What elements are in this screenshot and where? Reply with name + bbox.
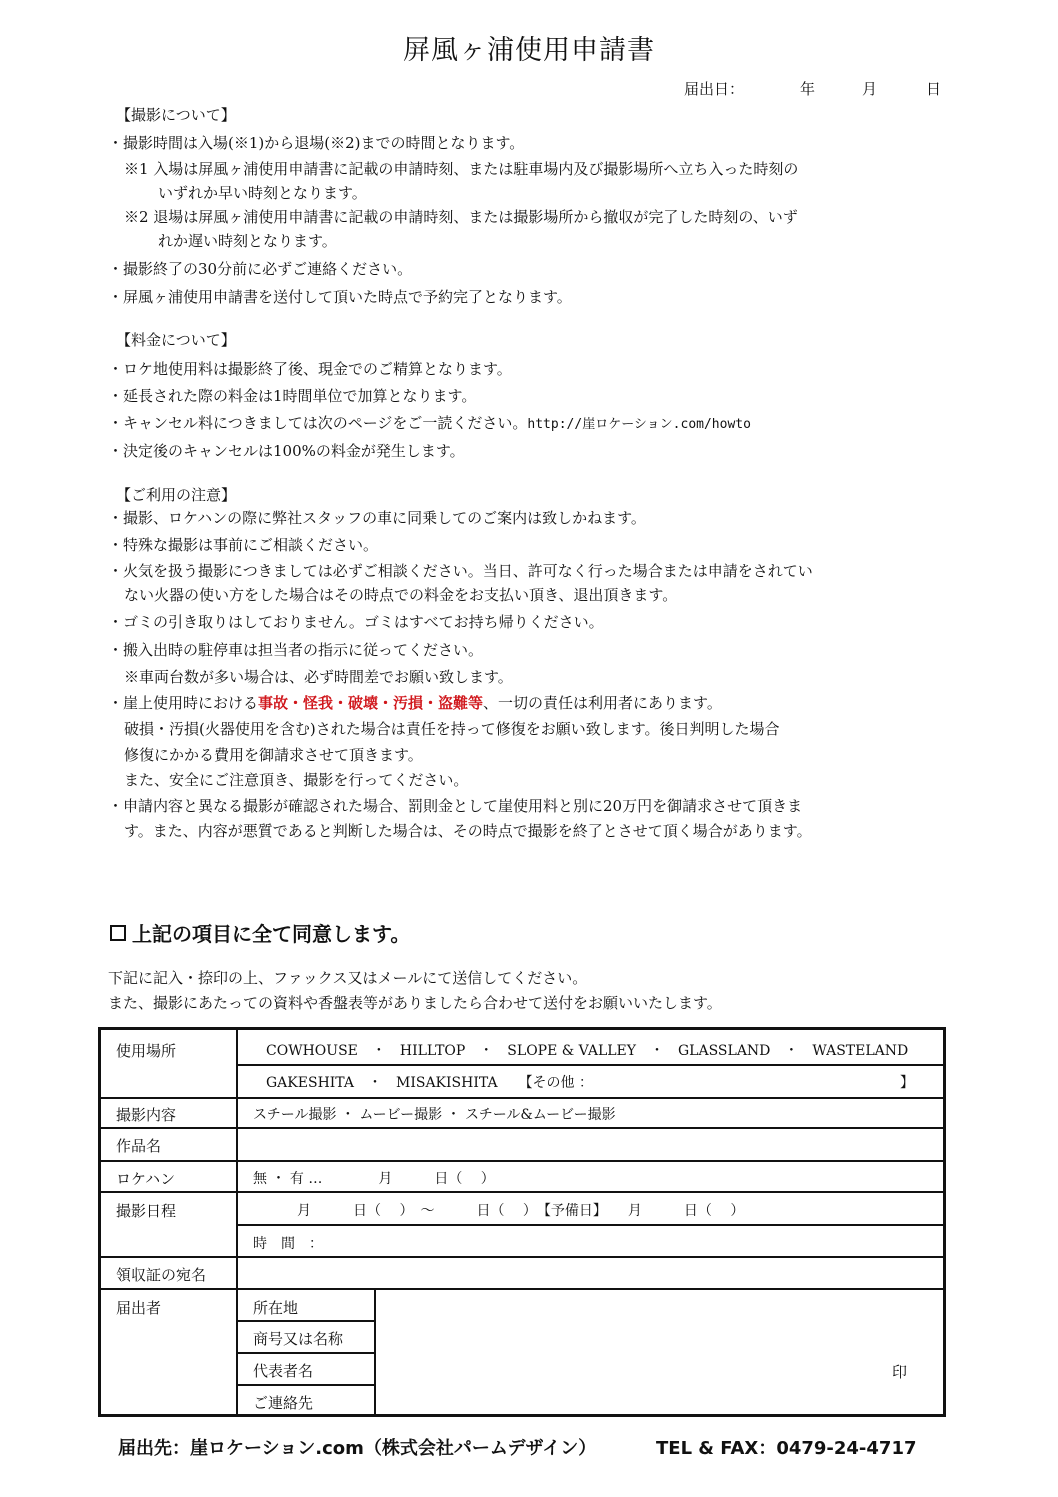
- notes-bullet-6c: 修復にかかる費用を御請求させて頂きます。: [124, 746, 423, 764]
- content-options[interactable]: スチール撮影 ・ ムービー撮影 ・ スチール&ムービー撮影: [253, 1107, 616, 1123]
- date-day: 日: [926, 80, 942, 98]
- notes-bullet-1: ・撮影、ロケハンの際に弊社スタッフの車に同乗してのご案内は致しかねます。: [108, 509, 646, 527]
- agree-checkbox[interactable]: [110, 925, 126, 941]
- notes-bullet-6-pre: ・崖上使用時における: [108, 694, 259, 712]
- notes-bullet-6a: [108, 693, 722, 713]
- form-divider: [236, 1030, 238, 1414]
- notes-bullet-6d: また、安全にご注意頂き、撮影を行ってください。: [124, 771, 469, 789]
- notes-bullet-6-post: 、一切の責任は利用者にあります。: [483, 694, 722, 712]
- location-options-row1[interactable]: COWHOUSE ・ HILLTOP ・ SLOPE & VALLEY ・ GLASSLAND ・ WASTELAND: [266, 1043, 909, 1059]
- content-label: 撮影内容: [116, 1106, 177, 1124]
- page-title: 屏風ヶ浦使用申請書: [403, 35, 655, 66]
- instruction-line-1: 下記に記入・捺印の上、ファックス又はメールにて送信してください。: [108, 969, 588, 987]
- location-other-close: 】: [900, 1075, 914, 1091]
- time-field[interactable]: 時 間 ：: [253, 1236, 323, 1252]
- receipt-field[interactable]: [250, 1262, 930, 1286]
- fees-bullet-2: ・延長された際の料金は1時間単位で加算となります。: [108, 387, 477, 405]
- address-label: 所在地: [253, 1299, 299, 1317]
- contact-label: ご連絡先: [253, 1394, 314, 1412]
- notes-bullet-3b: ない火器の使い方をした場合はその時点での料金をお支払い頂き、退出頂きます。: [124, 586, 678, 604]
- notes-bullet-4: ・ゴミの引き取りはしておりません。ゴミはすべてお持ち帰りください。: [108, 613, 604, 631]
- shooting-bullet-2: ・撮影終了の30分前に必ずご連絡ください。: [108, 260, 413, 278]
- receipt-label: 領収証の宛名: [116, 1266, 207, 1284]
- company-label: 商号又は名称: [253, 1330, 344, 1348]
- notes-bullet-7a: ・申請内容と異なる撮影が確認された場合、罰則金として崖使用料と別に20万円を御請求させて頂きま: [108, 797, 803, 815]
- footer-tel-fax: TEL & FAX：0479-24-4717: [656, 1438, 917, 1459]
- location-options-row2[interactable]: GAKESHITA ・ MISAKISHITA 【その他 ：: [266, 1075, 594, 1091]
- seal-mark: 印: [892, 1363, 908, 1381]
- work-title-label: 作品名: [116, 1137, 162, 1155]
- form-divider: [237, 1384, 375, 1386]
- shooting-bullet-3: ・屏風ヶ浦使用申請書を送付して頂いた時点で予約完了となります。: [108, 288, 572, 306]
- shooting-note-1b: いずれか早い時刻となります。: [158, 184, 367, 202]
- schedule-label: 撮影日程: [116, 1202, 177, 1220]
- form-divider: [237, 1320, 375, 1322]
- date-year: 年: [800, 80, 816, 98]
- work-title-field[interactable]: [250, 1133, 930, 1157]
- form-divider: [100, 1097, 944, 1099]
- fees-bullet-3-text: ・キャンセル料につきましては次のページをご一読ください。: [108, 414, 528, 432]
- notes-bullet-7b: す。また、内容が悪質であると判断した場合は、その時点で撮影を終了とさせて頂く場合があります。: [124, 822, 812, 840]
- shooting-note-2b: れか遅い時刻となります。: [158, 232, 337, 250]
- notes-bullet-6b: 破損・汚損(火器使用を含む)された場合は責任を持って修復をお願い致します。後日判明した場合: [124, 720, 780, 738]
- shooting-bullet-1: ・撮影時間は入場(※1)から退場(※2)までの時間となります。: [108, 134, 525, 152]
- agree-row[interactable]: [110, 918, 410, 947]
- fees-bullet-4: ・決定後のキャンセルは100%の料金が発生します。: [108, 442, 465, 460]
- notes-bullet-3a: ・火気を扱う撮影につきましては必ずご相談ください。当日、許可なく行った場合または申請をされてい: [108, 562, 813, 580]
- form-divider: [100, 1191, 944, 1193]
- form-divider: [237, 1064, 944, 1066]
- schedule-field[interactable]: 月 日（ ） 〜 日（ ） 【予備日】 月 日（ ）: [297, 1203, 745, 1219]
- applicant-label: 届出者: [116, 1299, 162, 1317]
- location-label: 使用場所: [116, 1042, 177, 1060]
- footer-destination: 届出先：崖ロケーション.com（株式会社パームデザイン）: [118, 1438, 597, 1459]
- agree-label: 上記の項目に全て同意します。: [132, 922, 411, 946]
- notes-bullet-5-note: ※車両台数が多い場合は、必ず時間差でお願い致します。: [124, 668, 513, 686]
- shooting-note-1a: ※1 入場は屏風ヶ浦使用申請書に記載の申請時刻、または駐車場内及び撮影場所へ立ち入った時刻の: [124, 160, 799, 178]
- date-month: 月: [862, 80, 878, 98]
- form-divider: [100, 1127, 944, 1129]
- fees-bullet-3: [108, 413, 751, 435]
- applicant-field[interactable]: [390, 1294, 930, 1410]
- representative-label: 代表者名: [253, 1362, 314, 1380]
- form-divider: [100, 1288, 944, 1290]
- date-label: 届出日：: [684, 80, 745, 98]
- howto-link[interactable]: http://崖ロケーション.com/howto: [527, 417, 751, 432]
- form-divider: [100, 1256, 944, 1258]
- form-divider: [237, 1352, 375, 1354]
- notes-bullet-2: ・特殊な撮影は事前にご相談ください。: [108, 536, 379, 554]
- fees-heading: 【料金について】: [116, 331, 236, 349]
- fees-bullet-1: ・ロケ地使用料は撮影終了後、現金でのご精算となります。: [108, 360, 512, 378]
- notes-bullet-6-warning: 事故・怪我・破壊・汚損・盗難等: [258, 694, 484, 712]
- shooting-note-2a: ※2 退場は屏風ヶ浦使用申請書に記載の申請時刻、または撮影場所から撤収が完了した時刻の、いず: [124, 208, 798, 226]
- form-divider: [374, 1288, 376, 1414]
- instruction-line-2: また、撮影にあたっての資料や香盤表等がありましたら合わせて送付をお願いいたします。: [108, 994, 722, 1012]
- notes-heading: 【ご利用の注意】: [116, 486, 237, 504]
- form-divider: [100, 1160, 944, 1162]
- lokehan-field[interactable]: 無 ・ 有 … 月 日（ ）: [253, 1171, 495, 1187]
- submission-date: [684, 78, 942, 99]
- form-divider: [237, 1224, 944, 1226]
- lokehan-label: ロケハン: [116, 1170, 176, 1188]
- notes-bullet-5: ・搬入出時の駐停車は担当者の指示に従ってください。: [108, 641, 484, 659]
- footer: [118, 1434, 917, 1460]
- shooting-heading: 【撮影について】: [116, 106, 236, 124]
